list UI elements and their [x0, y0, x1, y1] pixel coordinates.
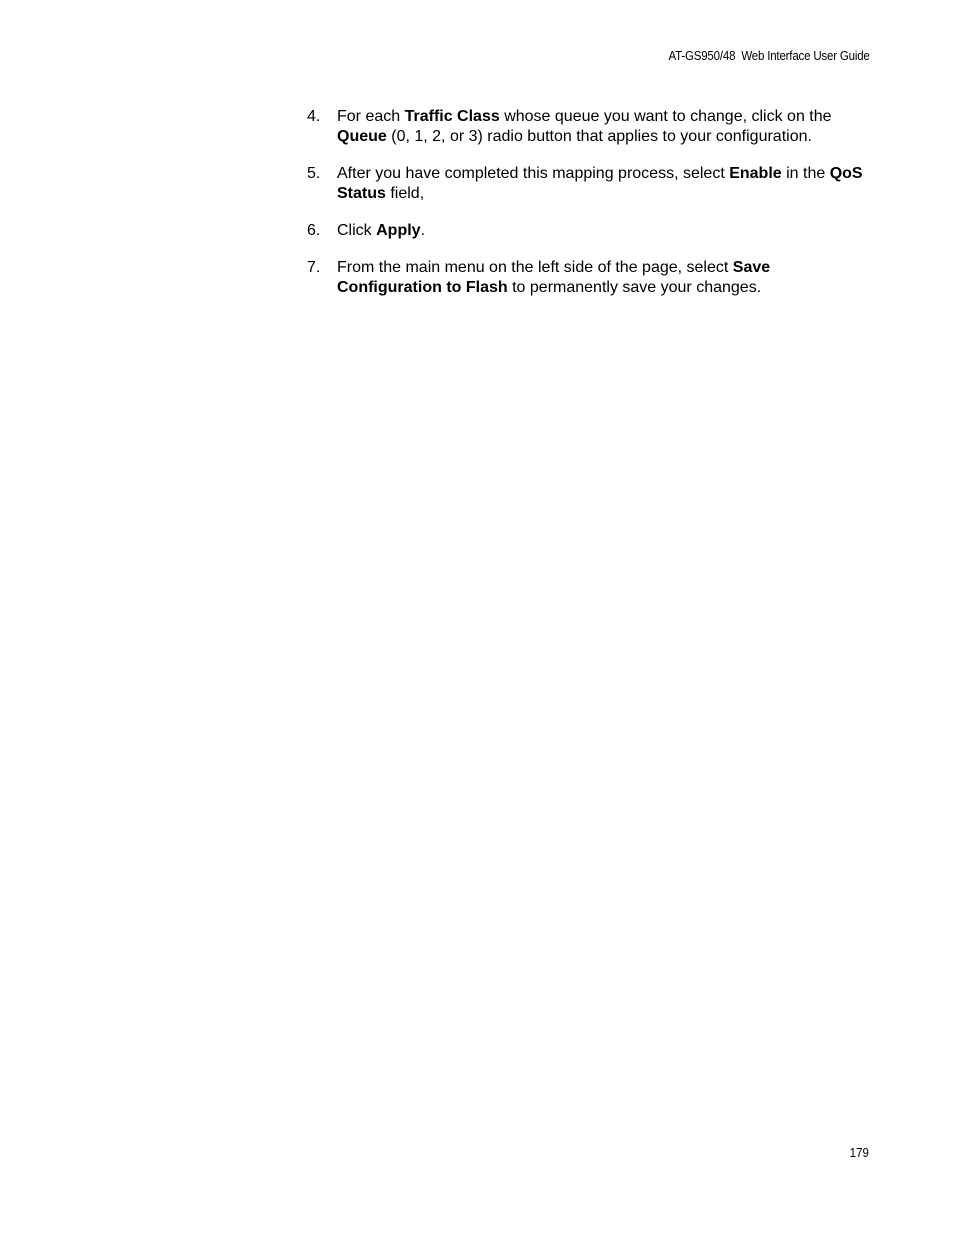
step-text-segment: After you have completed this mapping process, select — [337, 165, 730, 182]
ui-term-queue: Queue — [337, 128, 387, 145]
step-7 — [307, 258, 877, 298]
ui-term-enable: Enable — [729, 165, 782, 182]
step-number: 4. — [307, 108, 321, 125]
ui-term-traffic-class: Traffic Class — [404, 108, 500, 125]
step-text — [337, 259, 770, 296]
step-text-segment: . — [420, 222, 426, 239]
step-text-segment: field, — [385, 185, 425, 202]
page-number: 179 — [849, 1146, 869, 1160]
step-number: 5. — [307, 165, 321, 182]
procedure-steps — [307, 107, 877, 315]
step-text-segment: From the main menu on the left side of the page, select — [337, 259, 733, 276]
step-text-segment: For each — [337, 108, 405, 125]
running-header: AT-GS950/48 Web Interface User Guide — [668, 49, 870, 63]
step-5 — [307, 164, 877, 204]
step-text — [337, 165, 863, 202]
step-text-segment: in the — [781, 165, 830, 182]
step-4 — [307, 107, 877, 147]
step-6 — [307, 221, 877, 241]
ui-term-apply: Apply — [376, 222, 421, 239]
step-text-segment: to permanently save your changes. — [507, 279, 762, 296]
step-text-segment: (0, 1, 2, or 3) radio button that applies to your configuration. — [386, 128, 812, 145]
ui-term-qos-status: QoS Status — [337, 165, 863, 202]
step-text-segment: whose queue you want to change, click on the — [499, 108, 832, 125]
step-number: 6. — [307, 222, 321, 239]
ui-term-save-configuration-to-flash: Save Configuration to Flash — [337, 259, 771, 296]
step-number: 7. — [307, 259, 321, 276]
step-text — [337, 108, 832, 145]
step-text — [337, 222, 425, 239]
step-text-segment: Click — [337, 222, 377, 239]
